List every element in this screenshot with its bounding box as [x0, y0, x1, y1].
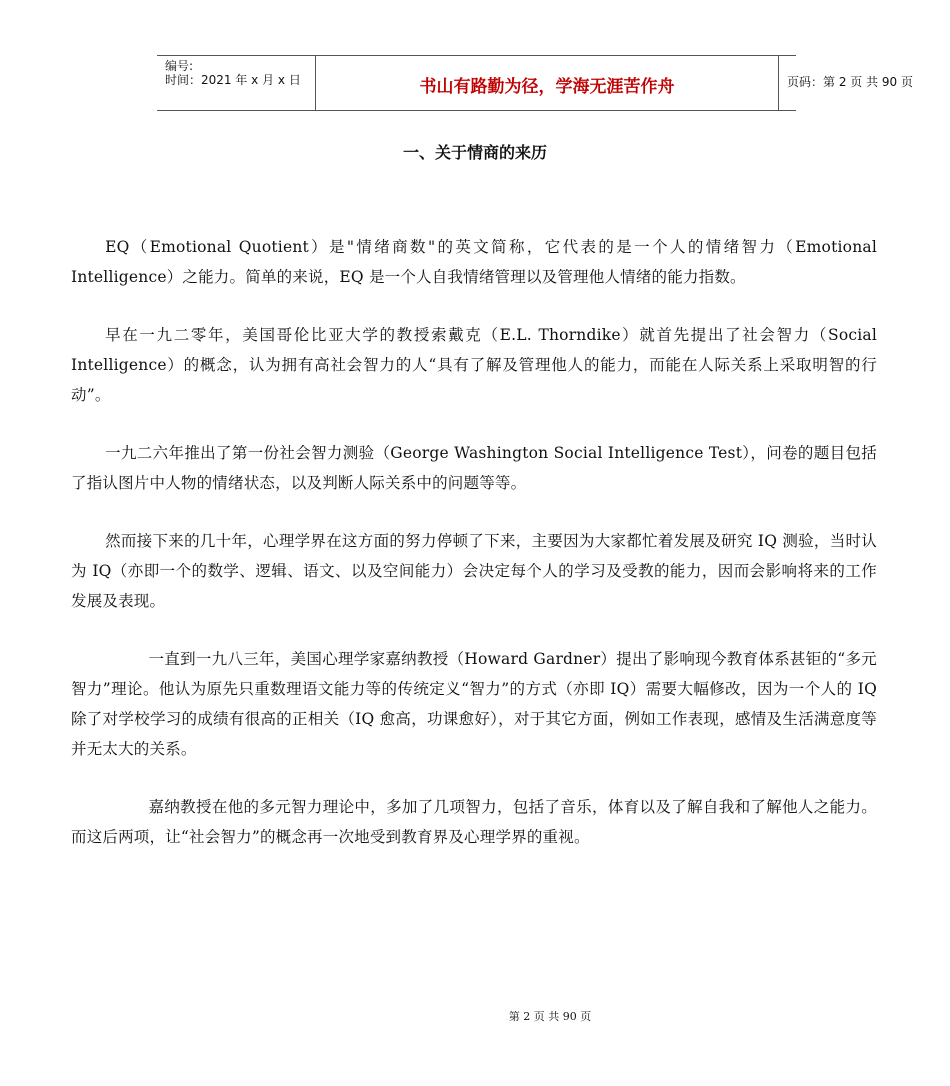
- paragraph: 一直到一九八三年，美国心理学家嘉纳教授（Howard Gardner）提出了影响现今教育体系甚钜的“多元智力”理论。他认为原先只重数理语文能力等的传统定义“智力”的方式（亦即 IQ）需要大幅修改，因为一个人的 IQ 除了对学校学习的成绩有很高的正相关（IQ 愈高，功课愈好），对于其它方面，例如工作表现，感情及生活满意度等并无太大的关系。: [71, 650, 877, 758]
- paragraph: EQ（Emotional Quotient）是"情绪商数"的英文简称，它代表的是一个人的情绪智力（Emotional Intelligence）之能力。简单的来说，EQ 是一个人自我情绪管理以及管理他人情绪的能力指数。: [71, 238, 877, 286]
- page-header: [157, 55, 913, 111]
- body-content: [71, 232, 877, 880]
- header-meta-cell: [157, 56, 315, 110]
- doc-number-label: 编号:: [165, 59, 194, 73]
- paragraph: 然而接下来的几十年，心理学界在这方面的努力停顿了下来，主要因为大家都忙着发展及研究 IQ 测验，当时认为 IQ（亦即一个的数学、逻辑、语文、以及空间能力）会决定每个人的学习及受教的能力，因而会影响将来的工作发展及表现。: [71, 532, 877, 610]
- header-page-cell: [779, 56, 950, 110]
- paragraph: 早在一九二零年，美国哥伦比亚大学的教授索戴克（E.L. Thorndike）就首先提出了社会智力（Social Intelligence）的概念，认为拥有高社会智力的人“具有了解及管理他人的能力，而能在人际关系上采取明智的行动”。: [71, 326, 877, 404]
- header-page-info: 页码：第 2 页 共 90 页: [787, 75, 913, 89]
- header-motto-cell: [315, 56, 779, 110]
- time-label: 时间：2021 年 x 月 x 日: [165, 73, 301, 87]
- header-motto: 书山有路勤为径，学海无涯苦作舟: [419, 77, 675, 97]
- section-title: 一、关于情商的来历: [402, 143, 547, 162]
- page-footer: 第 2 页 共 90 页: [508, 1010, 592, 1023]
- paragraph: 一九二六年推出了第一份社会智力测验（George Washington Social Intelligence Test），问卷的题目包括了指认图片中人物的情绪状态，以及判断人际关系中的问题等等。: [71, 444, 877, 492]
- paragraph: 嘉纳教授在他的多元智力理论中，多加了几项智力，包括了音乐，体育以及了解自我和了解他人之能力。而这后两项，让“社会智力”的概念再一次地受到教育界及心理学界的重视。: [71, 798, 877, 846]
